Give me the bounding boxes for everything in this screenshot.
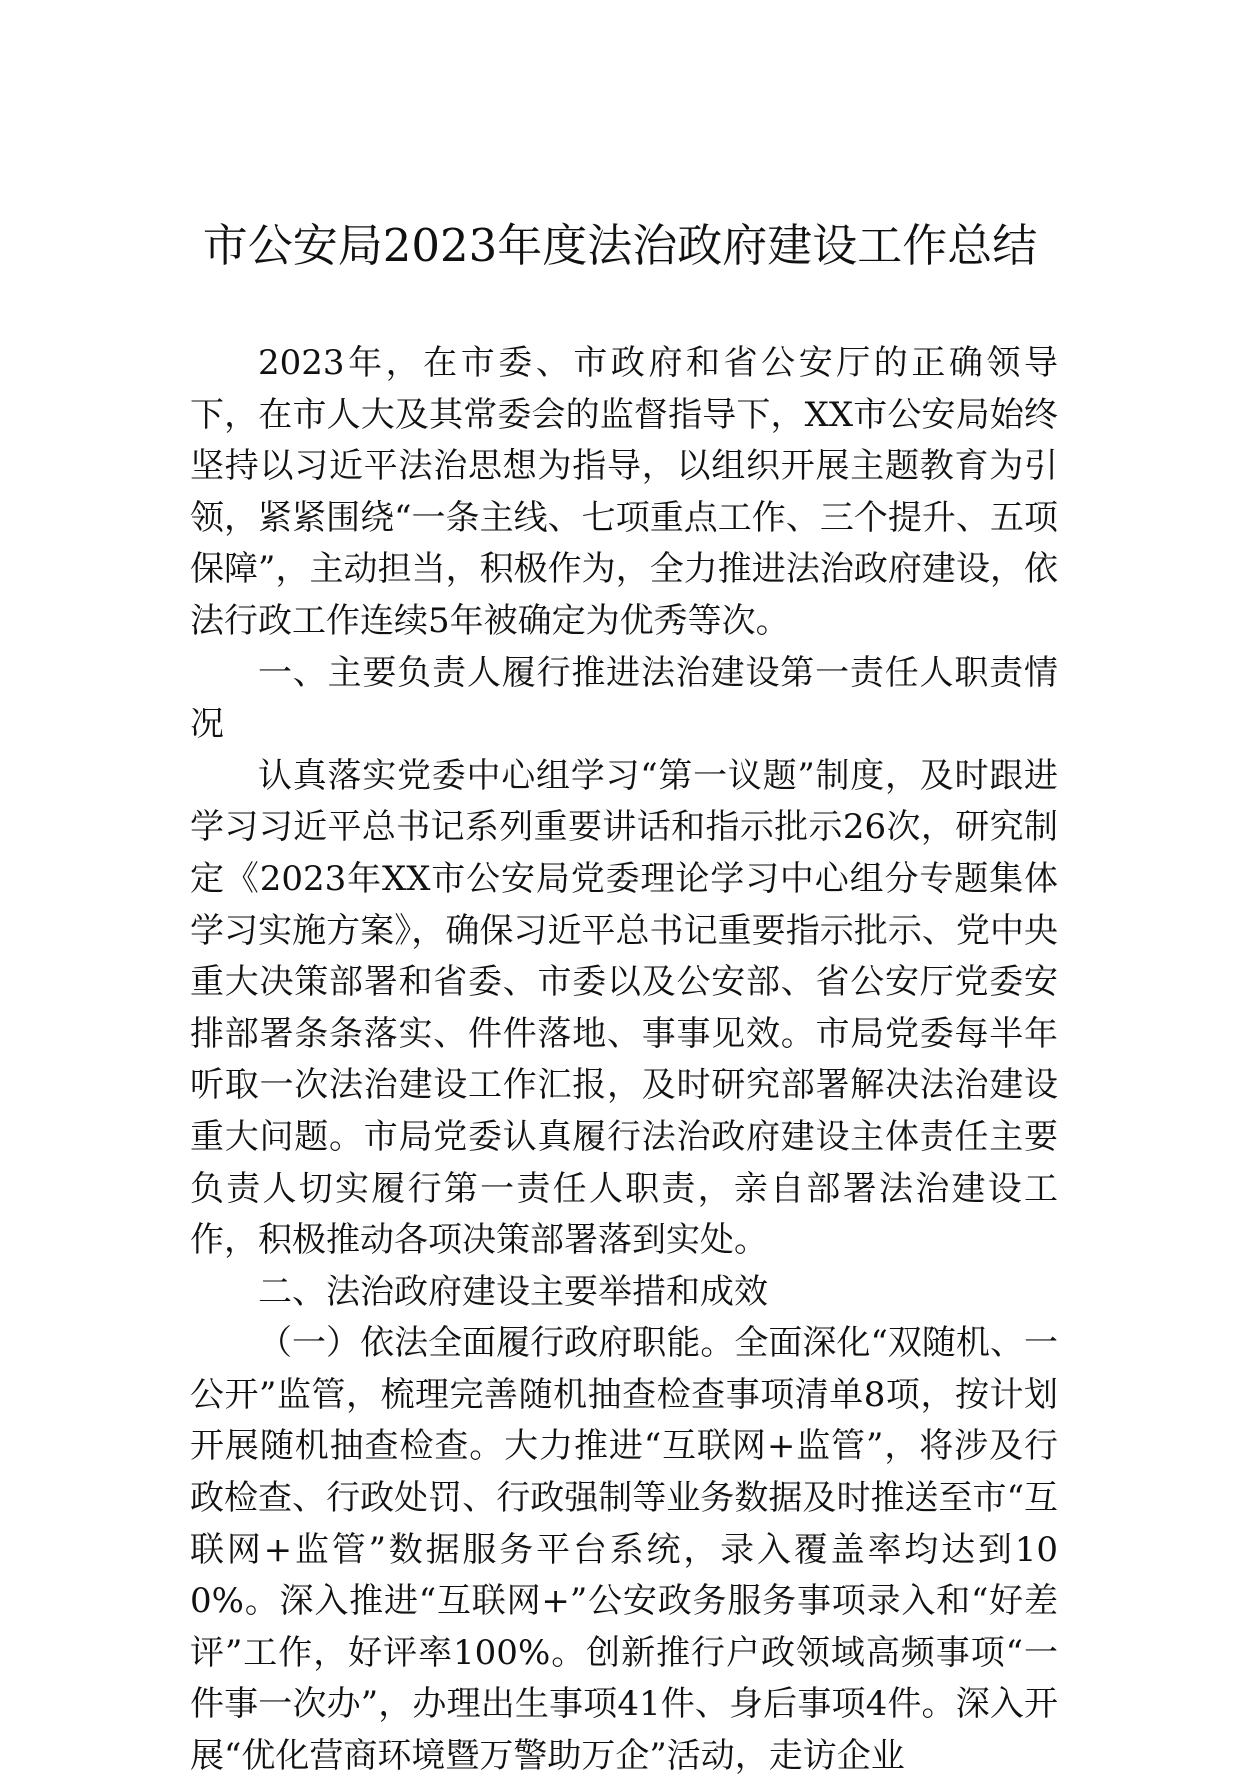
section-2-paragraph: （一）依法全面履行政府职能。全面深化“双随机、一公开”监管，梳理完善随机抽查检查事项清单8项，按计划开展随机抽查检查。大力推进“互联网+监管”，将涉及行政检查、行政处罚、行政强制等业务数据及时推送至市“互联网+监管”数据服务平台系统，录入覆盖率均达到100%。深入推进“互联网+”公安政务服务事项录入和“好差评”工作，好评率100%。创新推行户政领域高频事项“一件事一次办”，办理出生事项41件、身后事项4件。深入开展“优化营商环境暨万警助万企”活动，走访企业 bbox=[190, 1323, 1058, 1777]
section-1-paragraph: 认真落实党委中心组学习“第一议题”制度，及时跟进学习习近平总书记系列重要讲话和指示批示26次，研究制定《2023年XX市公安局党委理论学习中心组分专题集体学习实施方案》，确保习近平总书记重要指示批示、党中央重大决策部署和省委、市委以及公安部、省公安厅党委安排部署条条落实、件件落地、事事见效。市局党委每半年听取一次法治建设工作汇报，及时研究部署解决法治建设重大问题。市局党委认真履行法治政府建设主体责任主要负责人切实履行第一责任人职责，亲自部署法治建设工作，积极推动各项决策部署落到实处。 bbox=[190, 755, 1058, 1261]
intro-paragraph: 2023年，在市委、市政府和省公安厅的正确领导下，在市人大及其常委会的监督指导下，XX市公安局始终坚持以习近平法治思想为指导，以组织开展主题教育为引领，紧紧围绕“一条主线、七项重点工作、三个提升、五项保障”，主动担当，积极作为，全力推进法治政府建设，依法行政工作连续5年被确定为优秀等次。 bbox=[190, 343, 1058, 641]
section-heading-2: 二、法治政府建设主要举措和成效 bbox=[258, 1271, 768, 1312]
section-heading-1: 一、主要负责人履行推进法治建设第一责任人职责情况 bbox=[190, 652, 1058, 745]
document-title: 市公安局2023年度法治政府建设工作总结 bbox=[202, 219, 1038, 272]
document-body bbox=[190, 338, 1058, 1783]
